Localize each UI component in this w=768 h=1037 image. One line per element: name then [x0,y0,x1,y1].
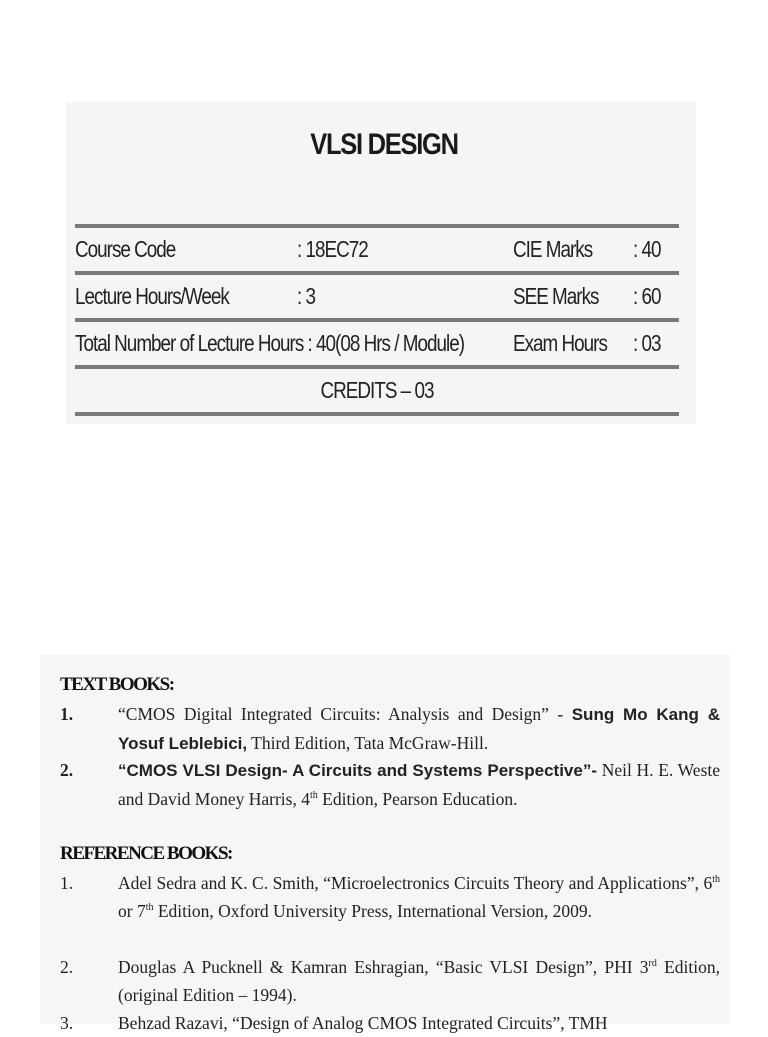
exam-hours-label: Exam Hours [513,330,607,356]
course-code-label: Course Code [75,236,176,262]
page-title: VLSI DESIGN [310,128,458,161]
credits: CREDITS – 03 [320,377,434,403]
list-item [60,700,720,758]
table-row [75,275,679,318]
book-text: Adel Sedra and K. C. Smith, “Microelectronics Circuits Theory and Applications”, 6 [118,873,713,893]
item-number: 2. [60,957,74,977]
list-item [60,756,720,813]
book-title: “CMOS VLSI Design- A Circuits and Systems Perspective”- [118,761,598,780]
table-row [75,369,679,412]
total-lecture-hours: Total Number of Lecture Hours : 40(08 Hrs / Module) [75,330,465,356]
course-info-table [75,224,679,416]
item-number: 1. [60,873,74,893]
cie-marks-value: : 40 [633,236,661,262]
book-text: Douglas A Pucknell & Kamran Eshragian, “Basic VLSI Design”, PHI 3 [118,957,649,977]
list-item [60,953,720,1009]
see-marks-value: : 60 [633,283,661,309]
book-text: Edition, Oxford University Press, International Version, 2009. [153,901,593,921]
reference-books-heading: REFERENCE BOOKS: [60,843,232,864]
list-item [60,869,720,925]
item-number: 2. [60,760,74,780]
book-authors: Sung Mo Kang & Yosuf Leblebici, [118,705,721,753]
item-number: 1. [60,704,74,724]
course-code-value: : 18EC72 [297,236,368,262]
superscript: rd [648,958,657,970]
superscript: th [309,790,318,802]
table-row [75,322,679,365]
text-books-heading: TEXT BOOKS: [60,674,174,695]
exam-hours-value: : 03 [633,330,661,356]
cie-marks-label: CIE Marks [513,236,593,262]
lecture-hours-value: : 3 [297,283,316,309]
superscript: th [712,874,720,886]
list-item [60,1009,720,1037]
table-row [75,228,679,271]
book-text: or 7 [118,901,146,921]
item-number: 3. [60,1013,74,1033]
superscript: th [145,902,154,914]
see-marks-label: SEE Marks [513,283,599,309]
book-details: Edition, Pearson Education. [317,789,518,809]
book-text: Behzad Razavi, “Design of Analog CMOS Integrated Circuits”, TMH [118,1013,608,1033]
book-authors: Neil H. E. Weste and David Money Harris, 4 [118,760,721,809]
book-text: Edition, (original Edition – 1994). [118,957,720,1005]
table-rule [75,412,679,416]
lecture-hours-label: Lecture Hours/Week [75,283,229,309]
book-details: Third Edition, Tata McGraw-Hill. [247,733,489,753]
book-title: “CMOS Digital Integrated Circuits: Analysis and Design” - [118,704,572,724]
